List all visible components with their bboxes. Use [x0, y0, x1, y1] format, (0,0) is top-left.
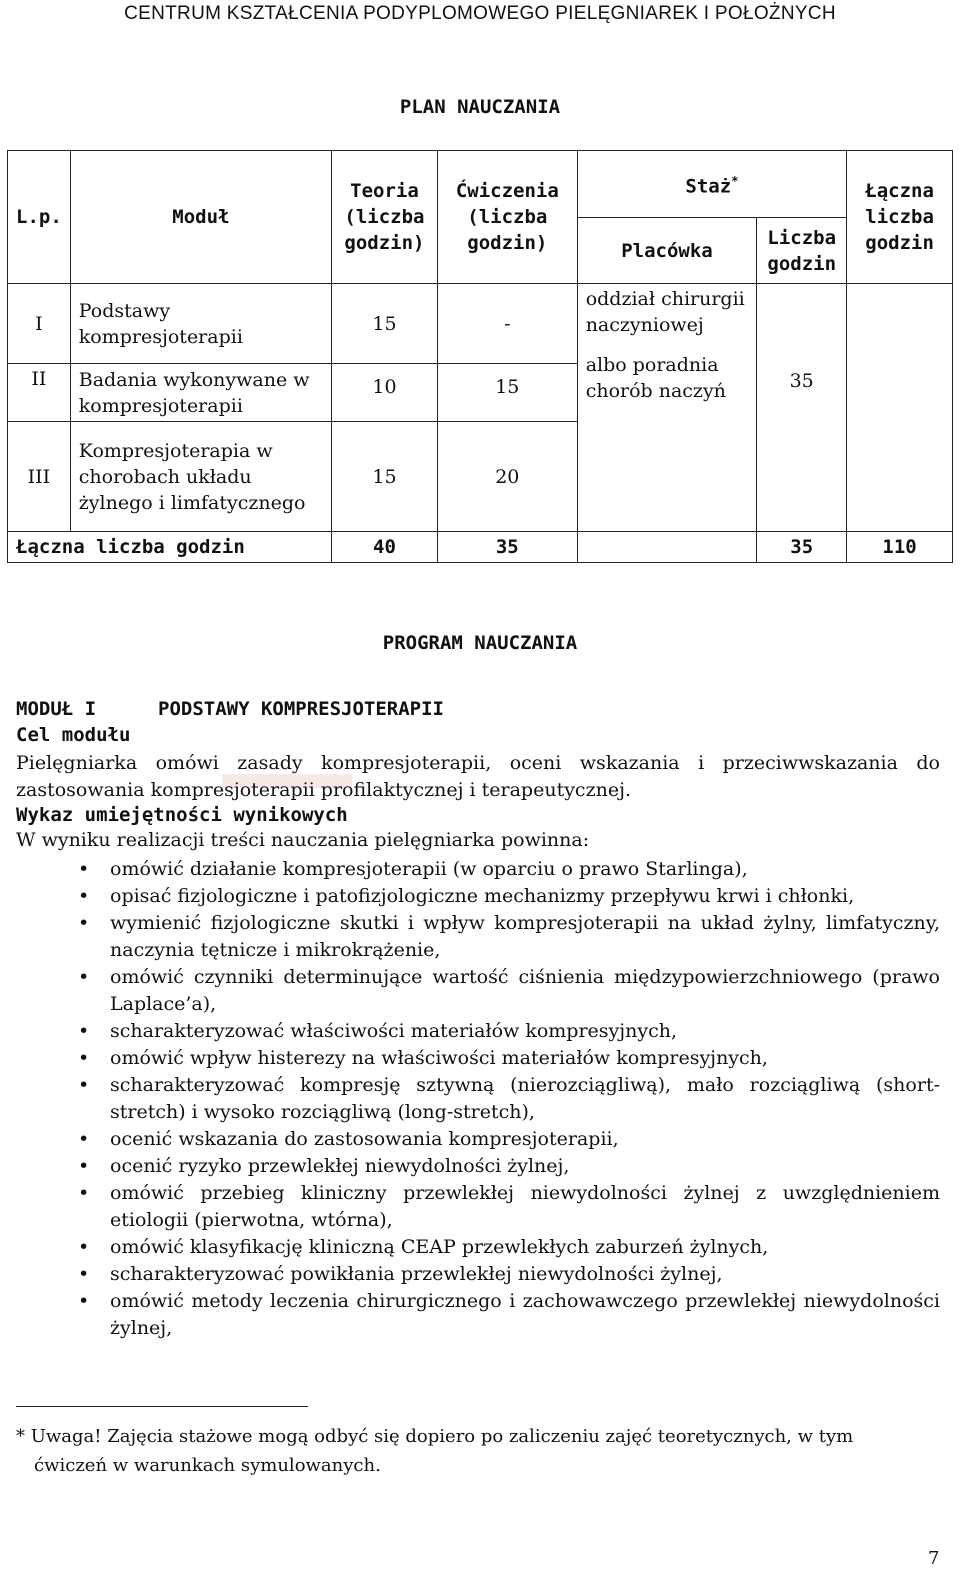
list-item: • omówić klasyfikację kliniczną CEAP przewlekłych zaburzeń żylnych, — [16, 1234, 940, 1261]
total-label: Łączna liczba godzin — [8, 532, 332, 563]
module-name: PODSTAWY KOMPRESJOTERAPII — [158, 698, 444, 720]
skills-heading: Wykaz umiejętności wynikowych — [16, 804, 348, 826]
list-item: • ocenić wskazania do zastosowania kompresjoterapii, — [16, 1126, 940, 1153]
plan-title: PLAN NAUCZANIA — [399, 96, 561, 118]
module-heading — [16, 698, 444, 720]
footnote — [16, 1422, 936, 1480]
header-placowka: Placówka — [577, 218, 757, 284]
footnote-line2: ćwiczeń w warunkach symulowanych. — [34, 1455, 381, 1476]
row-lp: I — [8, 284, 71, 364]
header-modul: Moduł — [70, 151, 331, 284]
total-laczna: 110 — [847, 532, 953, 563]
list-item: • ocenić ryzyko przewlekłej niewydolności żylnej, — [16, 1153, 940, 1180]
list-item: • omówić czynniki determinujące wartość ciśnienia międzypowierzchniowego (prawo Laplace’a), — [16, 964, 940, 1018]
row-cwiczenia: - — [437, 284, 577, 364]
list-item: • opisać fizjologiczne i patofizjologiczne mechanizmy przepływu krwi i chłonki, — [16, 883, 940, 910]
total-teoria: 40 — [332, 532, 438, 563]
row-teoria: 15 — [332, 422, 438, 532]
row-modul: Badania wykonywane w kompresjoterapii — [70, 364, 331, 422]
goal-text: Pielęgniarka omówi zasady kompresjoterapii, oceni wskazania i przeciwwskazania do zastosowania kompresjoterapii profilaktycznej i terapeutycznej. — [16, 752, 940, 801]
header-lp: L.p. — [8, 151, 71, 284]
total-staz: 35 — [757, 532, 847, 563]
table-row — [8, 284, 953, 364]
program-title: PROGRAM NAUCZANIA — [382, 632, 578, 654]
header-laczna: Łączna liczba godzin — [847, 151, 953, 284]
staz-hours: 35 — [757, 284, 847, 532]
header-staz: Staż* — [577, 151, 846, 218]
list-item: • omówić działanie kompresjoterapii (w oparciu o prawo Starlinga), — [16, 856, 940, 883]
header-teoria: Teoria (liczba godzin) — [332, 151, 438, 284]
laczna-empty — [847, 284, 953, 532]
list-item: • omówić przebieg kliniczny przewlekłej niewydolności żylnej z uwzględnieniem etiologii (pierwotna, wtórna), — [16, 1180, 940, 1234]
row-lp: II — [8, 364, 71, 422]
plan-table — [7, 150, 953, 563]
list-item: • wymienić fizjologiczne skutki i wpływ kompresjoterapii na układ żylny, limfatyczny, naczynia tętnicze i mikrokrążenie, — [16, 910, 940, 964]
row-teoria: 10 — [332, 364, 438, 422]
placowka-a: oddział chirurgii naczyniowej — [585, 288, 745, 336]
list-item: • omówić metody leczenia chirurgicznego i zachowawczego przewlekłej niewydolności żylnej, — [16, 1288, 940, 1342]
footnote-line1: * Uwaga! Zajęcia stażowe mogą odbyć się dopiero po zaliczeniu zajęć teoretycznych, w tym — [16, 1426, 854, 1447]
page-number: 7 — [928, 1548, 940, 1569]
row-modul: Kompresjoterapia w chorobach układu żylnego i limfatycznego — [70, 422, 331, 532]
row-lp: III — [8, 422, 71, 532]
total-cwiczenia: 35 — [437, 532, 577, 563]
total-row — [8, 532, 953, 563]
skills-list — [16, 856, 940, 1342]
goal-heading: Cel modułu — [16, 724, 131, 746]
header-cwiczenia: Ćwiczenia (liczba godzin) — [437, 151, 577, 284]
page-header: CENTRUM KSZTAŁCENIA PODYPLOMOWEGO PIELĘGNIAREK I POŁOŻNYCH — [124, 3, 836, 24]
row-cwiczenia: 20 — [437, 422, 577, 532]
total-placowka-empty — [577, 532, 757, 563]
footnote-divider — [16, 1406, 308, 1407]
list-item: • scharakteryzować kompresję sztywną (nierozciągliwą), mało rozciągliwą (short-stretch) i wysoko rozciągliwą (long-stretch), — [16, 1072, 940, 1126]
list-item: • scharakteryzować właściwości materiałów kompresyjnych, — [16, 1018, 940, 1045]
list-item: • scharakteryzować powikłania przewlekłej niewydolności żylnej, — [16, 1261, 940, 1288]
placowka-cell — [577, 284, 757, 532]
header-liczba-godzin: Liczba godzin — [757, 218, 847, 284]
list-item: • omówić wpływ histerezy na właściwości materiałów kompresyjnych, — [16, 1045, 940, 1072]
row-teoria: 15 — [332, 284, 438, 364]
skills-intro: W wyniku realizacji treści nauczania pielęgniarka powinna: — [16, 829, 590, 851]
placowka-b: albo poradnia chorób naczyń — [585, 354, 726, 402]
row-modul: Podstawy kompresjoterapii — [70, 284, 331, 364]
row-cwiczenia: 15 — [437, 364, 577, 422]
module-number: MODUŁ I — [16, 698, 97, 720]
